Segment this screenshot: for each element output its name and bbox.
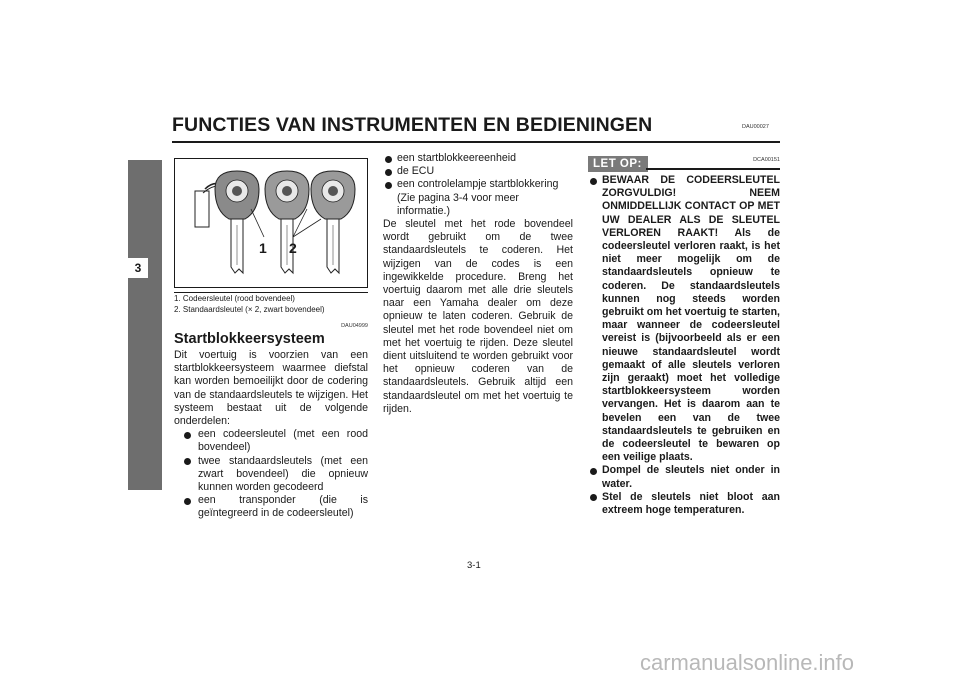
list-item: de ECU [383,165,573,178]
list-item: een transponder (die is geïntegreerd in de codeersleutel) [174,494,368,520]
list-item: Dompel de sleutels niet onder in water. [588,464,780,490]
caution-divider [646,168,780,170]
list-item: Stel de sleutels niet bloot aan extreem hoge temperaturen. [588,491,780,517]
intro-paragraph: Dit voertuig is voorzien van een startblokkeersysteem waarmee diefstal kan worden bemoeilijkt door de codering van de standaardsleutels te wijzigen. Het systeem bestaat uit de volgende onderdelen: [174,349,368,428]
standard-key-1 [265,171,309,273]
key-tag [195,191,209,227]
header-doc-code: DAU00027 [742,124,769,130]
standard-key-2 [311,171,355,273]
body-paragraph: De sleutel met het rode bovendeel wordt gebruikt om de twee standaardsleutels te coderen. Het wijzigen van de codes is een ingewikkelde procedure. Breng het voertuig daarom met alle drie sleutels naar een Yamaha dealer om deze opnieuw te laten coderen. Gebruik de sleutel met het rode bovendeel niet om met het voertuig te rijden. Deze sleutel dient uitsluitend te worden gebruikt voor het opnieuw coderen van de standaardsleutels. Gebruik altijd een standaardsleutel om met het voertuig te rijden. [383,218,573,415]
header-divider [172,141,780,143]
chapter-tab [128,160,162,490]
page-reference-note: (Zie pagina 3-4 voor meer informatie.) [397,191,519,217]
caution-header [588,152,780,174]
keys-illustration [175,159,367,287]
column-3 [588,152,780,517]
list-item: twee standaardsleutels (met een zwart bovendeel) die opnieuw kunnen worden gecodeerd [174,455,368,495]
watermark: carmanualsonline.info [640,650,855,675]
callout-1: 1 [259,240,267,256]
list-item: BEWAAR DE CODEERSLEUTEL ZORGVULDIG! NEEM ONMIDDELLIJK CONTACT OP MET UW DEALER ALS DE SLEUTEL VERLOREN RAAKT! Als de codeersleutel verloren raakt, is het niet meer mogelijk om de standaardsleutels opnieuw te coderen. De standaardsleutels kunnen nog steeds worden gebruikt om het voertuig te starten, maar wanneer de codeersleutel vereist is (bijvoorbeeld als er een nieuwe standaardsleutel wordt gemaakt of alle sleutels verloren zijn geraakt) moet het volledige startblokkeersysteem worden vervangen. Het is daarom aan te bevelen een van de twee standaardsleutels te gebruiken en de codeersleutel te bewaren op een veilige plaats. [588,174,780,464]
column-1 [174,158,368,521]
code-key [215,171,259,273]
figure-captions [174,292,368,315]
page-number: 3-1 [467,560,481,571]
list-item: een codeersleutel (met een rood bovendeel) [174,428,368,454]
callout-2: 2 [289,240,297,256]
list-item: een startblokkeereenheid [383,152,573,165]
caption-1: 1. Codeersleutel (rood bovendeel) [174,292,368,305]
caution-label: LET OP: [588,156,648,172]
column-2 [383,152,573,416]
keys-figure [174,158,368,288]
section-title: Startblokkeersysteem [174,331,325,347]
components-list [174,428,368,520]
section-doc-code: DAU04999 [341,323,368,329]
components-list-continued [383,152,573,192]
caution-doc-code: DCA00151 [753,157,780,163]
caution-list [588,174,780,517]
caption-2: 2. Standaardsleutel (× 2, zwart bovendeel) [174,304,325,314]
list-item: een controlelampje startblokkering [383,178,573,191]
page-title: FUNCTIES VAN INSTRUMENTEN EN BEDIENINGEN [172,114,653,136]
chapter-number: 3 [128,258,148,278]
